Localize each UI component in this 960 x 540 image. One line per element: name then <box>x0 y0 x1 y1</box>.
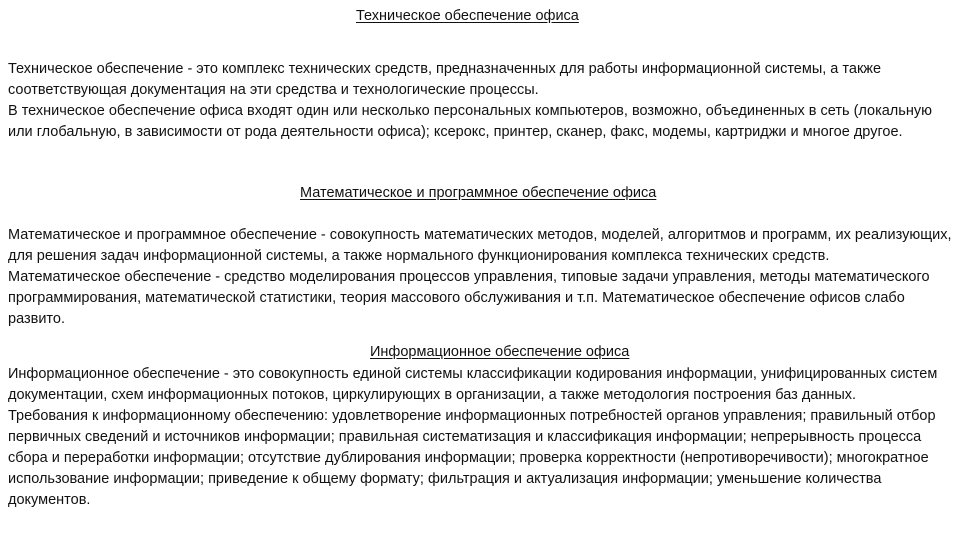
section-heading-math-software: Математическое и программное обеспечение офиса <box>300 185 657 201</box>
section-body-technical <box>8 59 956 143</box>
paragraph: Математическое и программное обеспечение - совокупность математических методов, моделей, алгоритмов и программ, их реализующих, для решения задач информационной системы, а также нормального функционирования комплекса технических средств. <box>8 227 952 264</box>
paragraph: Информационное обеспечение - это совокупность единой системы классификации кодирования информации, унифицированных систем документации, схем информационных потоков, циркулирующих в организации, а также методология построения баз данных. <box>8 366 938 403</box>
paragraph: Техническое обеспечение - это комплекс технических средств, предназначенных для работы информационной системы, а также соответствующая документация на эти средства и технологические процессы. <box>8 61 882 98</box>
section-heading-technical: Техническое обеспечение офиса <box>356 8 579 24</box>
section-heading-information: Информационное обеспечение офиса <box>370 344 630 360</box>
paragraph: Математическое обеспечение - средство моделирования процессов управления, типовые задачи управления, методы математического программирования, математической статистики, теория массового обслуживания и т.п. Математическое обеспечение офисов слабо развито. <box>8 269 930 327</box>
paragraph: Требования к информационному обеспечению: удовлетворение информационных потребностей органов управления; правильный отбор первичных сведений и источников информации; правильная систематизация и классификация информации; непрерывность процесса сбора и переработки информации; отсутствие дублирования информации; проверка корректности (непротиворечивости); многократное использование информации; приведение к общему формату; фильтрация и актуализация информации; уменьшение количества документов. <box>8 408 936 508</box>
section-body-math-software <box>8 225 956 330</box>
paragraph: В техническое обеспечение офиса входят один или несколько персональных компьютеров, возможно, объединенных в сеть (локальную или глобальную, в зависимости от рода деятельности офиса); ксерокс, принтер, сканер, факс, модемы, картриджи и многое другое. <box>8 103 932 140</box>
section-body-information <box>8 364 956 511</box>
